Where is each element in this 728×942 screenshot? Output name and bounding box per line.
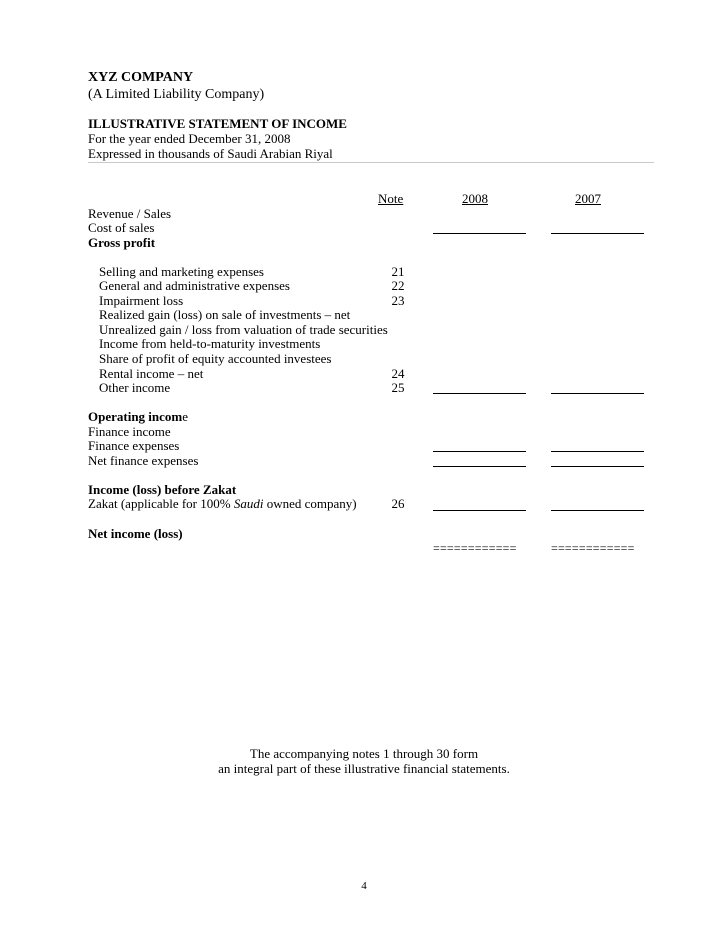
column-2007-header: 2007 [575, 191, 601, 206]
row-selling-expenses: Selling and marketing expenses [99, 264, 264, 279]
zakat-label-start: Zakat (applicable for 100% [88, 496, 234, 511]
double-rule-2008: ============ [433, 541, 517, 555]
row-realized-gain: Realized gain (loss) on sale of investments – net [99, 307, 351, 322]
rule-2007-zakat [551, 510, 644, 511]
note-24: 24 [391, 366, 405, 381]
rule-2008-net-finance [433, 466, 526, 467]
row-operating-income [88, 409, 188, 424]
rule-2008-zakat [433, 510, 526, 511]
rule-2008-finance-expenses [433, 451, 526, 452]
rule-2008-other-income [433, 393, 526, 394]
statement-title: ILLUSTRATIVE STATEMENT OF INCOME [88, 116, 347, 131]
company-name: XYZ COMPANY [88, 70, 194, 85]
note-25: 25 [391, 380, 405, 395]
row-held-to-maturity: Income from held-to-maturity investments [99, 336, 321, 351]
row-revenue: Revenue / Sales [88, 206, 172, 221]
note-21: 21 [391, 264, 405, 279]
zakat-label-end: owned company) [263, 496, 357, 511]
note-22: 22 [391, 278, 405, 293]
rule-2007-finance-expenses [551, 451, 644, 452]
operating-income-tail: e [182, 409, 189, 424]
footer-note-line2: an integral part of these illustrative financial statements. [218, 761, 510, 776]
row-zakat [88, 496, 357, 511]
footer-note-line1: The accompanying notes 1 through 30 form [249, 746, 479, 761]
row-finance-expenses: Finance expenses [88, 438, 180, 453]
currency-note: Expressed in thousands of Saudi Arabian Riyal [88, 146, 333, 161]
row-equity-share: Share of profit of equity accounted investees [99, 351, 332, 366]
row-income-before-zakat: Income (loss) before Zakat [88, 482, 237, 497]
row-general-admin-expenses: General and administrative expenses [99, 278, 290, 293]
row-finance-income: Finance income [88, 424, 171, 439]
row-rental-income: Rental income – net [99, 366, 204, 381]
row-impairment-loss: Impairment loss [99, 293, 184, 308]
company-type: (A Limited Liability Company) [88, 87, 265, 102]
column-2008-header: 2008 [462, 191, 488, 206]
note-23: 23 [391, 293, 405, 308]
rule-2007-cost-of-sales [551, 233, 644, 234]
zakat-label-italic: Saudi [233, 496, 264, 511]
row-other-income: Other income [99, 380, 171, 395]
double-rule-2007: ============ [551, 541, 635, 555]
row-cost-of-sales: Cost of sales [88, 220, 155, 235]
row-unrealized-gain: Unrealized gain / loss from valuation of trade securities [99, 322, 388, 337]
rule-2007-net-finance [551, 466, 644, 467]
column-note-header: Note [378, 191, 404, 206]
page-number: 4 [361, 880, 367, 892]
row-gross-profit: Gross profit [88, 235, 156, 250]
header-divider [88, 162, 654, 163]
note-26: 26 [391, 496, 405, 511]
statement-period: For the year ended December 31, 2008 [88, 131, 291, 146]
operating-income-bold-part: Operating incom [88, 409, 183, 424]
rule-2007-other-income [551, 393, 644, 394]
row-net-income: Net income (loss) [88, 526, 183, 541]
row-net-finance-expenses: Net finance expenses [88, 453, 199, 468]
rule-2008-cost-of-sales [433, 233, 526, 234]
